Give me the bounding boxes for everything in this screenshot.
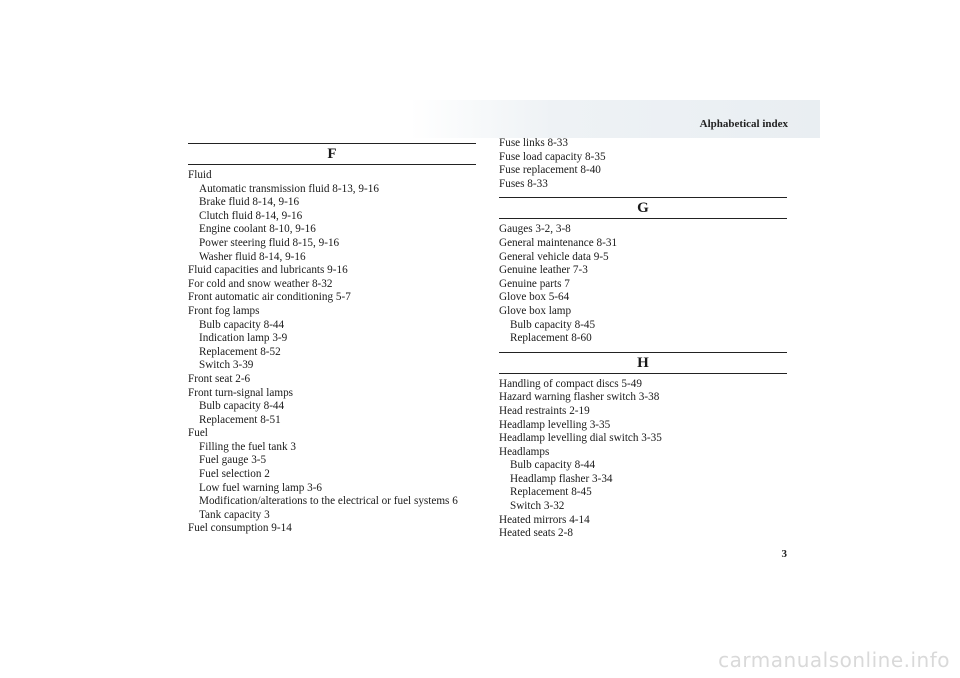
index-entry: Fluid capacities and lubricants 9-16 bbox=[188, 264, 348, 277]
index-entry: Front turn-signal lamps bbox=[188, 386, 294, 399]
index-subentry: Washer fluid 8-14, 9-16 bbox=[199, 250, 306, 263]
index-entry: Fuel bbox=[188, 427, 208, 440]
index-entry: Gauges 3-2, 3-8 bbox=[499, 223, 571, 236]
index-column-right bbox=[499, 137, 787, 541]
index-entry: Hazard warning flasher switch 3-38 bbox=[499, 391, 660, 404]
index-entry: Heated seats 2-8 bbox=[499, 527, 573, 540]
index-subentry: Automatic transmission fluid 8-13, 9-16 bbox=[199, 182, 379, 195]
index-entry: Front seat 2-6 bbox=[188, 372, 251, 385]
entry-list-f bbox=[188, 169, 476, 536]
page-number: 3 bbox=[781, 548, 787, 560]
watermark[interactable]: carmanualsonline.info bbox=[718, 648, 950, 672]
index-entry: Fuse links 8-33 bbox=[499, 137, 568, 149]
index-subentry: Engine coolant 8-10, 9-16 bbox=[199, 223, 316, 236]
index-subentry: Indication lamp 3-9 bbox=[199, 332, 288, 345]
index-entry: Fuel consumption 9-14 bbox=[188, 522, 292, 535]
index-entry: Headlamp levelling dial switch 3-35 bbox=[499, 432, 662, 445]
index-entry: Headlamps bbox=[499, 445, 550, 458]
index-entry: Fuses 8-33 bbox=[499, 177, 548, 190]
index-subentry: Switch 3-32 bbox=[510, 500, 565, 513]
index-subentry: Replacement 8-51 bbox=[199, 413, 281, 426]
section-heading-g: G bbox=[499, 197, 787, 219]
index-entry: Glove box lamp bbox=[499, 304, 572, 317]
index-entry: Genuine parts 7 bbox=[499, 277, 570, 290]
index-entry: Fuse replacement 8-40 bbox=[499, 164, 601, 177]
index-entry: Head restraints 2-19 bbox=[499, 404, 590, 417]
index-subentry: Brake fluid 8-14, 9-16 bbox=[199, 196, 300, 209]
index-subentry: Replacement 8-45 bbox=[510, 486, 592, 499]
entry-list-fuse bbox=[499, 137, 787, 191]
index-subentry: Switch 3-39 bbox=[199, 359, 254, 372]
running-head: Alphabetical index bbox=[699, 118, 788, 130]
index-subentry: Modification/alterations to the electrical or fuel systems 6 bbox=[199, 495, 458, 508]
section-heading-h: H bbox=[499, 352, 787, 374]
index-entry: Glove box 5-64 bbox=[499, 291, 570, 304]
index-subentry: Replacement 8-52 bbox=[199, 345, 281, 358]
index-entry: Handling of compact discs 5-49 bbox=[499, 377, 642, 390]
index-subentry: Replacement 8-60 bbox=[510, 332, 592, 345]
index-entry: Fluid bbox=[188, 169, 212, 181]
index-subentry: Low fuel warning lamp 3-6 bbox=[199, 481, 323, 494]
index-entry: Front fog lamps bbox=[188, 304, 260, 317]
index-subentry: Bulb capacity 8-44 bbox=[510, 459, 596, 472]
index-entry: For cold and snow weather 8-32 bbox=[188, 277, 333, 290]
index-subentry: Filling the fuel tank 3 bbox=[199, 440, 296, 453]
index-subentry: Headlamp flasher 3-34 bbox=[510, 472, 613, 485]
index-subentry: Bulb capacity 8-44 bbox=[199, 400, 285, 413]
index-entry: Front automatic air conditioning 5-7 bbox=[188, 291, 351, 304]
index-subentry: Bulb capacity 8-44 bbox=[199, 318, 285, 331]
index-entry: Fuse load capacity 8-35 bbox=[499, 150, 606, 163]
index-subentry: Tank capacity 3 bbox=[199, 508, 270, 521]
index-subentry: Power steering fluid 8-15, 9-16 bbox=[199, 236, 340, 249]
index-column-left bbox=[188, 140, 476, 536]
index-subentry: Fuel gauge 3-5 bbox=[199, 454, 267, 467]
index-entry: Headlamp levelling 3-35 bbox=[499, 418, 611, 431]
index-subentry: Bulb capacity 8-45 bbox=[510, 318, 596, 331]
index-subentry: Clutch fluid 8-14, 9-16 bbox=[199, 209, 303, 222]
index-subentry: Fuel selection 2 bbox=[199, 468, 270, 481]
index-entry: General vehicle data 9-5 bbox=[499, 250, 609, 263]
section-heading-f: F bbox=[188, 143, 476, 165]
index-entry: Heated mirrors 4-14 bbox=[499, 513, 590, 526]
index-entry: Genuine leather 7-3 bbox=[499, 264, 588, 277]
entry-list-h bbox=[499, 378, 787, 541]
entry-list-g bbox=[499, 223, 787, 345]
index-entry: General maintenance 8-31 bbox=[499, 236, 618, 249]
